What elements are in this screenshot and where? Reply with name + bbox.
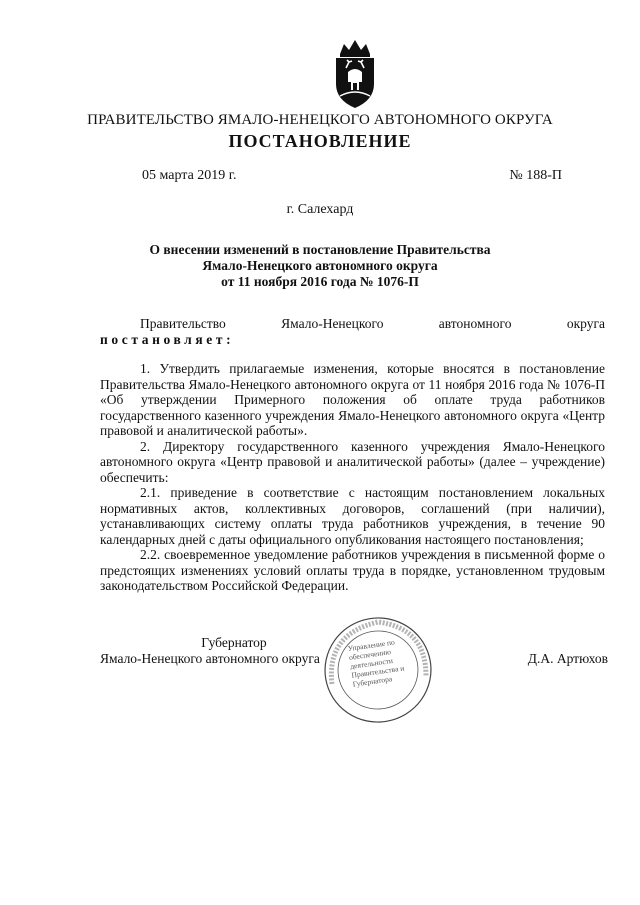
- document-date: 05 марта 2019 г.: [142, 168, 237, 183]
- preamble-word: Правительство: [140, 316, 226, 331]
- document-subject: [120, 242, 520, 290]
- stamp-inner-text: Управление по обеспечению деятельности Правительства и Губернатора: [347, 637, 405, 689]
- preamble-word: Ямало-Ненецкого: [281, 316, 384, 331]
- preamble-word: округа: [566, 316, 605, 331]
- position-line: Ямало-Ненецкого автономного округа: [100, 651, 320, 666]
- official-stamp: [322, 614, 434, 726]
- paragraph-2-2: 2.2. своевременное уведомление работников учреждения в письменной форме о предстоящих изменениях условий оплаты труда в порядке, установленном трудовым законодательством Российской Федерации.: [100, 547, 605, 593]
- resolves-word: постановляет:: [100, 331, 235, 347]
- preamble-word: автономного: [438, 316, 512, 331]
- document-number: № 188-П: [509, 168, 562, 183]
- paragraph-2-1: 2.1. приведение в соответствие с настоящим постановлением локальных нормативных актов, коллективных договоров, соглашений (при наличии), устанавливающих систему оплаты труда работников учреждения, в течение 90 календарных дней с даты официального опубликования настоящего постановления;: [100, 485, 605, 547]
- subject-line: от 11 ноября 2016 года № 1076-П: [221, 274, 419, 289]
- preamble: [100, 316, 605, 332]
- paragraph-1: 1. Утвердить прилагаемые изменения, которые вносятся в постановление Правительства Ямало-Ненецкого автономного округа от 11 ноября 2016 года № 1076-П «Об утверждении Примерного положения об оплате труда работников государственного казенного учреждения Ямало-Ненецкого автономного округа «Центр правовой и аналитической работы».: [100, 361, 605, 438]
- paragraph-2: 2. Директору государственного казенного учреждения Ямало-Ненецкого автономного округа «Центр правовой и аналитической работы» (далее – учреждение) обеспечить:: [100, 438, 605, 485]
- subject-line: Ямало-Ненецкого автономного округа: [202, 258, 438, 273]
- position-line: Губернатор: [201, 635, 267, 650]
- government-title: ПРАВИТЕЛЬСТВО ЯМАЛО-НЕНЕЦКОГО АВТОНОМНОГО ОКРУГА: [87, 112, 553, 128]
- signatory-position: [100, 635, 332, 667]
- document-type: ПОСТАНОВЛЕНИЕ: [228, 131, 412, 151]
- coat-of-arms-icon: [328, 38, 382, 110]
- document-city: г. Салехард: [286, 202, 354, 217]
- signatory-name: Д.А. Артюхов: [527, 651, 608, 666]
- subject-line: О внесении изменений в постановление Правительства: [149, 242, 491, 257]
- document-body: [100, 316, 605, 594]
